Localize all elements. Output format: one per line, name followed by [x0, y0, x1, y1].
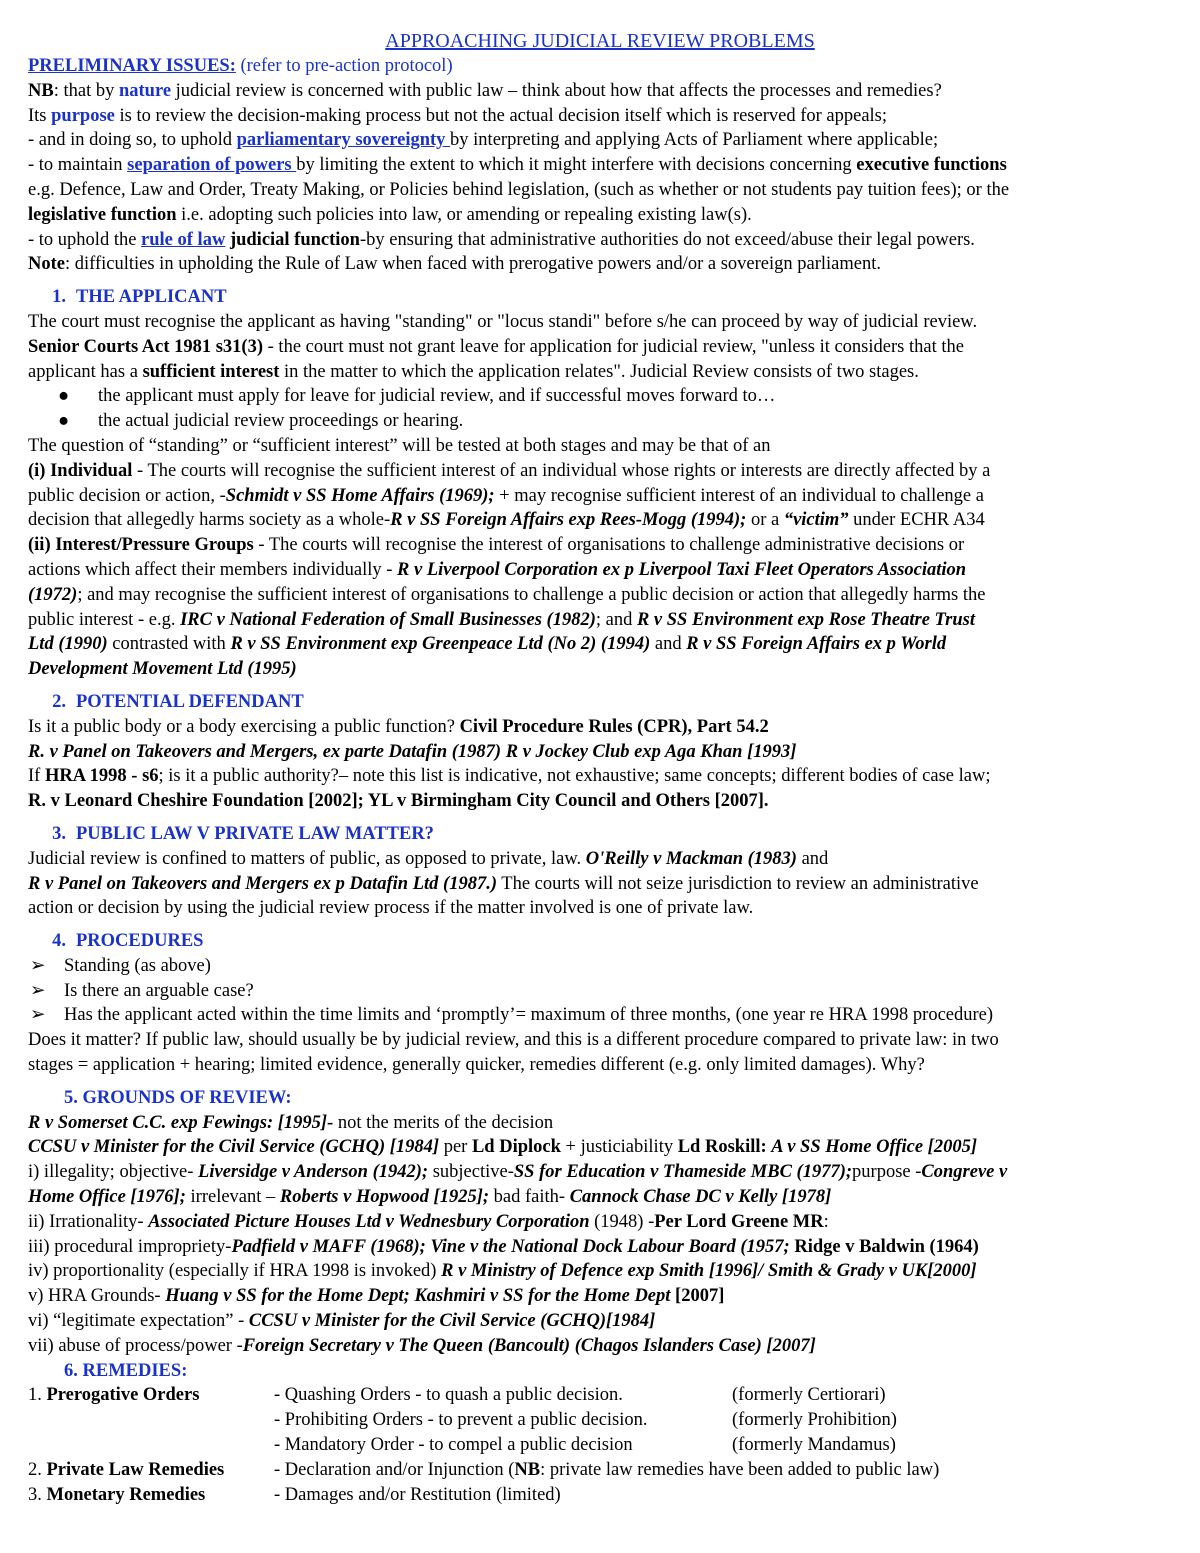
groups-line-1	[28, 533, 1172, 558]
text: per	[439, 1137, 472, 1158]
list-item	[28, 954, 1172, 979]
remedy-detail	[274, 1458, 939, 1483]
case-citation: R v Panel on Takeovers and Mergers ex p Datafin Ltd (1987.)	[28, 873, 497, 894]
section-title: THE APPLICANT	[76, 287, 227, 308]
arrow-bullet-icon: ➢	[30, 1005, 46, 1026]
executive-functions-term: executive functions	[856, 155, 1007, 176]
section-5-heading: 5. GROUNDS OF REVIEW:	[64, 1087, 292, 1108]
s3-line-1	[28, 847, 1172, 872]
nb-label: NB	[28, 80, 54, 101]
text: iii) procedural impropriety-	[28, 1236, 232, 1257]
section-title: PUBLIC LAW V PRIVATE LAW MATTER?	[76, 823, 434, 844]
rule-of-law-pre: - to uphold the	[28, 229, 142, 250]
text: ; is it a public authority?– note this list is indicative, not exhaustive; same concepts; different bodies of case law;	[158, 766, 991, 787]
preliminary-heading: PRELIMINARY ISSUES:	[28, 56, 236, 76]
s5-line-4	[28, 1185, 1172, 1210]
case-citation: R v SS Foreign Affairs exp Rees-Mogg (1994);	[390, 510, 747, 531]
remedy-row-prerogative	[28, 1383, 1172, 1408]
text: purpose -	[852, 1162, 922, 1183]
remedy-former-name: (formerly Certiorari)	[732, 1385, 886, 1406]
s3-line-2	[28, 872, 1172, 897]
case-year: [2007]	[670, 1286, 725, 1307]
s5-line-7	[28, 1259, 1172, 1284]
rule-of-law-line	[28, 228, 1172, 253]
text: Judicial review is confined to matters of public, as opposed to private, law.	[28, 848, 586, 869]
section-number: 3.	[52, 823, 66, 844]
case-citation: SS for Education v Thameside MBC (1977);	[513, 1162, 853, 1183]
case-citation: R. v Panel on Takeovers and Mergers, ex parte Datafin (1987)	[28, 741, 502, 762]
s1-line-3	[28, 360, 1172, 385]
arrow-bullet-icon: ➢	[30, 955, 46, 976]
nb-text: : that by	[53, 80, 119, 101]
text: (1948) -	[589, 1211, 655, 1232]
text: or a	[746, 510, 784, 531]
statute-ref: HRA 1998 - s6	[44, 766, 159, 787]
text: under ECHR A34	[848, 510, 985, 531]
case-citation: R v Somerset C.C. exp Fewings: [1995]-	[28, 1112, 334, 1133]
text: vii) abuse of process/power -	[28, 1335, 243, 1356]
section-4-heading	[28, 929, 1172, 954]
text: ; and may recognise the sufficient interest of organisations to challenge a public decision or action that allegedly harms the	[77, 584, 986, 605]
judge-name: Ld Diplock	[471, 1137, 561, 1158]
judicial-function-term: judicial function	[229, 229, 360, 250]
remedy-label-empty	[28, 1408, 274, 1433]
remedy-title: Prerogative Orders	[46, 1385, 200, 1406]
text: not the merits of the decision	[333, 1112, 554, 1133]
section-title: POTENTIAL DEFENDANT	[76, 691, 304, 712]
s2-line-3	[28, 764, 1172, 789]
remedy-title: Monetary Remedies	[46, 1484, 206, 1505]
section-number: 4.	[52, 931, 66, 952]
case-citation: R v Ministry of Defence exp Smith [1996]/ Smith & Grady v UK[2000]	[441, 1261, 977, 1282]
s1-line-1: The court must recognise the applicant as having "standing" or "locus standi" before s/he can proceed by way of judicial review.	[28, 311, 978, 332]
statute-ref: Senior Courts Act 1981 s31(3)	[28, 336, 264, 357]
text: - The courts will recognise the interest of organisations to challenge administrative decisions or	[253, 535, 965, 556]
text: bad faith-	[489, 1187, 570, 1208]
text: If	[28, 766, 45, 787]
case-citation: O'Reilly v Mackman (1983)	[585, 848, 797, 869]
parliamentary-sovereignty-link: parliamentary sovereignty	[236, 130, 451, 151]
text: in the matter to which the application relates". Judicial Review consists of two stages.	[279, 361, 919, 382]
groups-line-5	[28, 632, 1172, 657]
individual-line-2	[28, 484, 1172, 509]
separation-of-powers-link: separation of powers	[127, 155, 297, 176]
text: The courts will not seize jurisdiction to review an administrative	[497, 873, 979, 894]
remedy-row-private	[28, 1458, 1172, 1483]
text: ii) Irrationality-	[28, 1211, 149, 1232]
nature-term: nature	[118, 80, 172, 101]
list-item	[28, 1003, 1172, 1028]
case-citation: Congreve v	[921, 1162, 1008, 1183]
list-item	[28, 979, 1172, 1004]
case-citation: Cannock Chase DC v Kelly [1978]	[569, 1187, 832, 1208]
remedy-order: - Mandatory Order - to compel a public decision	[274, 1435, 633, 1456]
groups-line-2	[28, 558, 1172, 583]
sovereignty-line	[28, 128, 1172, 153]
s5-line-9	[28, 1309, 1172, 1334]
text: - The courts will recognise the sufficient interest of an individual whose rights or interests are directly affected by a	[132, 460, 991, 481]
s2-line-2	[28, 740, 1172, 765]
s5-line-6	[28, 1235, 1172, 1260]
list-item	[28, 409, 1172, 434]
its-text: Its	[28, 105, 52, 126]
remedy-label	[28, 1458, 274, 1483]
arrow-bullet-icon: ➢	[30, 980, 46, 1001]
text: actions which affect their members individually -	[28, 559, 398, 580]
note-label: Note	[28, 254, 65, 275]
section-number: 1.	[52, 287, 66, 308]
text: and	[650, 634, 687, 655]
rule-of-law-post: -by ensuring that administrative authorities do not exceed/abuse their legal powers.	[359, 229, 975, 250]
remedy-label	[28, 1383, 274, 1408]
text: iv) proportionality (especially if HRA 1998 is invoked)	[28, 1261, 442, 1282]
text: i) illegality; objective-	[28, 1162, 199, 1183]
section-number: 2.	[52, 691, 66, 712]
list-item-text: Standing (as above)	[64, 955, 211, 976]
list-item-text: the actual judicial review proceedings or hearing.	[98, 411, 464, 432]
legislative-line	[28, 203, 1172, 228]
case-citation: Padfield v MAFF (1968); Vine v the National Dock Labour Board (1957;	[231, 1236, 790, 1257]
text: Is it a public body or a body exercising a public function?	[28, 716, 460, 737]
remedy-order: - Quashing Orders - to quash a public decision.	[274, 1385, 623, 1406]
bullet-icon: ●	[58, 411, 70, 432]
groups-line-3	[28, 583, 1172, 608]
section-6-heading: 6. REMEDIES:	[64, 1360, 188, 1381]
section-title: PROCEDURES	[76, 931, 204, 952]
individual-label: (i) Individual	[28, 460, 133, 481]
separation-pre: - to maintain	[28, 155, 128, 176]
text: : private law remedies have been added to public law)	[540, 1459, 940, 1480]
text: contrasted with	[107, 634, 231, 655]
s5-line-3	[28, 1160, 1172, 1185]
separation-post: by limiting the extent to which it might interfere with decisions concerning	[296, 155, 857, 176]
remedy-label-empty	[28, 1433, 274, 1458]
s5-line-8	[28, 1284, 1172, 1309]
text: irrelevant –	[185, 1187, 280, 1208]
remedy-detail: - Damages and/or Restitution (limited)	[274, 1484, 561, 1505]
rule-of-law-link: rule of law	[141, 229, 226, 250]
text: decision that allegedly harms society as a whole-	[28, 510, 391, 531]
list-item-text: Is there an arguable case?	[64, 980, 254, 1001]
purpose-term: purpose	[51, 105, 115, 126]
preliminary-note: (refer to pre-action protocol)	[235, 56, 453, 76]
case-citation: Liversidge v Anderson (1942);	[198, 1162, 429, 1183]
statute-ref: Civil Procedure Rules (CPR), Part 54.2	[459, 716, 769, 737]
judge-name: Per Lord Greene MR	[654, 1211, 824, 1232]
remedy-number: 1.	[28, 1385, 47, 1406]
text: :	[823, 1211, 829, 1232]
case-citation: Roberts v Hopwood [1925];	[279, 1187, 490, 1208]
case-citation: Home Office [1976];	[28, 1187, 186, 1208]
s4-line-2: stages = application + hearing; limited evidence, generally quicker, remedies different (e.g. only limited damages). Why?	[28, 1055, 925, 1076]
remedy-title: Private Law Remedies	[46, 1459, 225, 1480]
section-2-heading	[28, 690, 1172, 715]
s1-line-4: The question of “standing” or “sufficient interest” will be tested at both stages and may be that of an	[28, 435, 771, 456]
nb-text-2: judicial review is concerned with public law – think about how that affects the processes and remedies?	[171, 80, 942, 101]
eg-line: e.g. Defence, Law and Order, Treaty Making, or Policies behind legislation, (such as whether or not students pay tuition fees); or the	[28, 179, 1010, 200]
s4-line-1: Does it matter? If public law, should usually be by judicial review, and this is a different procedure compared to private law: in two	[28, 1030, 999, 1051]
case-citation: Foreign Secretary v The Queen (Bancoult) (Chagos Islanders Case) [2007]	[242, 1335, 816, 1356]
text: applicant has a	[28, 361, 143, 382]
text: - Declaration and/or Injunction (	[274, 1459, 515, 1480]
note-text: : difficulties in upholding the Rule of Law when faced with prerogative powers and/or a sovereign parliament.	[64, 254, 881, 275]
text: subjective-	[428, 1162, 514, 1183]
list-item-text: Has the applicant acted within the time limits and ‘promptly’= maximum of three months, (one year re HRA 1998 procedure)	[64, 1005, 994, 1026]
nb-line	[28, 79, 1172, 104]
case-citation: Associated Picture Houses Ltd v Wednesbury Corporation	[148, 1211, 590, 1232]
purpose-text: is to review the decision-making process but not the actual decision itself which is reserved for appeals;	[114, 105, 888, 126]
groups-line-6: Development Movement Ltd (1995)	[28, 659, 297, 680]
text: ; and	[595, 609, 637, 630]
case-citation: CCSU v Minister for the Civil Service (GCHQ) [1984]	[28, 1137, 440, 1158]
text: + may recognise sufficient interest of an individual to challenge a	[494, 485, 984, 506]
case-citation: IRC v National Federation of Small Businesses (1982)	[180, 609, 596, 630]
individual-line-3	[28, 508, 1172, 533]
text: and	[796, 848, 829, 869]
s5-line-1	[28, 1111, 1172, 1136]
remedy-number: 2.	[28, 1459, 47, 1480]
legislative-text: i.e. adopting such policies into law, or amending or repealing existing law(s).	[176, 204, 752, 225]
text: - the court must not grant leave for application for judicial review, "unless it considers that the	[263, 336, 964, 357]
groups-line-4	[28, 608, 1172, 633]
sovereignty-pre: - and in doing so, to uphold	[28, 130, 237, 151]
case-citation: R v Jockey Club exp Aga Khan [1993]	[501, 741, 797, 762]
s5-line-5	[28, 1210, 1172, 1235]
case-citation: R v SS Environment exp Greenpeace Ltd (No 2) (1994)	[230, 634, 651, 655]
preliminary-heading-line	[28, 54, 1172, 79]
list-item	[28, 384, 1172, 409]
case-citation: (1972)	[28, 584, 78, 605]
case-citation: A v SS Home Office [2005]	[771, 1137, 977, 1158]
case-citation: Ridge v Baldwin (1964)	[789, 1236, 979, 1257]
text: public interest - e.g.	[28, 609, 181, 630]
nb-label: NB	[514, 1459, 541, 1480]
legislative-function-term: legislative function	[28, 204, 177, 225]
s3-line-3: action or decision by using the judicial review process if the matter involved is one of private law.	[28, 898, 754, 919]
sufficient-interest-term: sufficient interest	[142, 361, 280, 382]
remedy-former-name: (formerly Mandamus)	[732, 1435, 896, 1456]
section-1-heading	[28, 285, 1172, 310]
s5-line-2	[28, 1135, 1172, 1160]
remedy-row-prohibiting	[28, 1408, 1172, 1433]
purpose-line	[28, 104, 1172, 129]
text: v) HRA Grounds-	[28, 1286, 166, 1307]
s5-line-10	[28, 1334, 1172, 1359]
s1-line-2	[28, 335, 1172, 360]
separation-line	[28, 153, 1172, 178]
case-citation: Ltd (1990)	[28, 634, 108, 655]
s2-line-4: R. v Leonard Cheshire Foundation [2002]; YL v Birmingham City Council and Others [2007].	[28, 791, 769, 812]
list-item-text: the applicant must apply for leave for judicial review, and if successful moves forward to…	[98, 386, 776, 407]
remedy-former-name: (formerly Prohibition)	[732, 1410, 897, 1431]
text: public decision or action, -	[28, 485, 226, 506]
bullet-icon: ●	[58, 386, 70, 407]
remedy-order: - Prohibiting Orders - to prevent a public decision.	[274, 1410, 648, 1431]
case-citation: Schmidt v SS Home Affairs (1969);	[225, 485, 495, 506]
section-3-heading	[28, 822, 1172, 847]
victim-term: “victim”	[783, 510, 849, 531]
case-citation: R v SS Environment exp Rose Theatre Trust	[636, 609, 975, 630]
s2-line-1	[28, 715, 1172, 740]
individual-line-1	[28, 459, 1172, 484]
text: vi) “legitimate expectation” -	[28, 1311, 249, 1332]
text: + justiciability	[560, 1137, 678, 1158]
remedy-row-monetary	[28, 1483, 1172, 1508]
case-citation: R v SS Foreign Affairs ex p World	[686, 634, 947, 655]
case-citation: CCSU v Minister for the Civil Service (GCHQ)[1984]	[248, 1311, 656, 1332]
groups-label: (ii) Interest/Pressure Groups	[28, 535, 254, 556]
document-title: APPROACHING JUDICIAL REVIEW PROBLEMS	[385, 30, 815, 52]
sovereignty-post: by interpreting and applying Acts of Parliament where applicable;	[450, 130, 939, 151]
case-citation: R v Liverpool Corporation ex p Liverpool Taxi Fleet Operators Association	[397, 559, 967, 580]
remedy-number: 3.	[28, 1484, 47, 1505]
case-citation: Huang v SS for the Home Dept; Kashmiri v SS for the Home Dept	[165, 1286, 671, 1307]
remedy-row-mandatory	[28, 1433, 1172, 1458]
remedy-label	[28, 1483, 274, 1508]
judge-name: Ld Roskill:	[677, 1137, 772, 1158]
note-line	[28, 252, 1172, 277]
